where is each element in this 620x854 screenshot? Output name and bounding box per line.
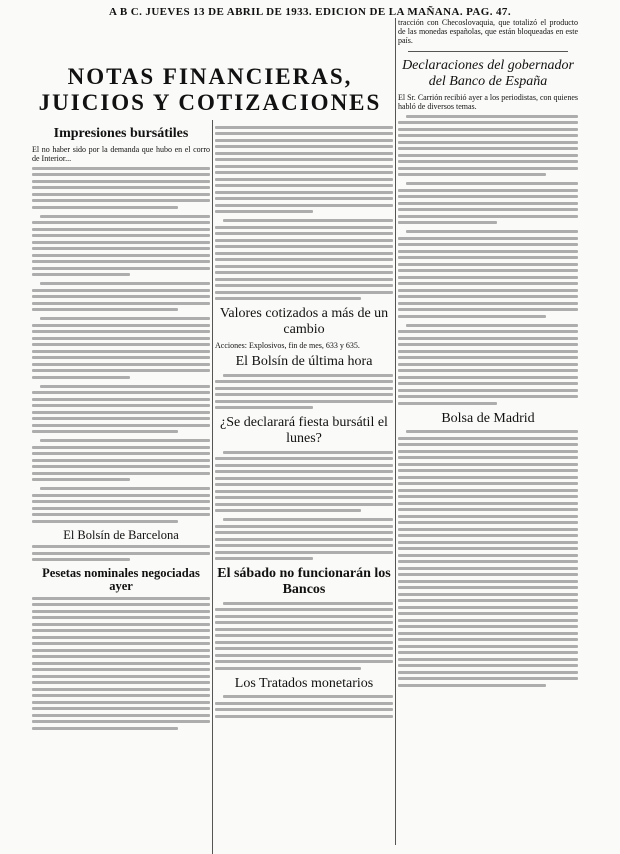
article-text bbox=[215, 602, 393, 670]
column-3 bbox=[398, 18, 578, 850]
section-heading: El sábado no funcionarán los Bancos bbox=[217, 566, 391, 597]
section-heading: ¿Se declarará fiesta bursátil el lunes? bbox=[220, 415, 388, 446]
article-text bbox=[398, 182, 578, 224]
column-1 bbox=[32, 122, 210, 850]
article-text bbox=[32, 385, 210, 434]
article-text bbox=[32, 439, 210, 481]
article-text bbox=[215, 374, 393, 410]
article-lead: tracción con Checoslovaquia, que totalizó el producto de las monedas españolas, que están bloqueadas en este país. bbox=[398, 18, 578, 45]
page-title: NOTAS FINANCIERAS, JUICIOS Y COTIZACIONES bbox=[38, 64, 382, 115]
article-text bbox=[32, 487, 210, 523]
article-text bbox=[215, 126, 393, 214]
article-text bbox=[215, 451, 393, 513]
column-divider bbox=[395, 18, 396, 845]
section-heading: Los Tratados monetarios bbox=[234, 675, 374, 691]
article-lead: El no haber sido por la demanda que hubo en el corro de Interior... bbox=[32, 145, 210, 163]
article-text bbox=[32, 167, 210, 209]
article-text bbox=[215, 518, 393, 560]
article-text bbox=[32, 597, 210, 730]
article-text bbox=[398, 115, 578, 177]
article-lead: Acciones: Explosivos, fin de mes, 633 y 635. bbox=[215, 341, 360, 350]
article-text bbox=[398, 430, 578, 687]
article-text bbox=[32, 317, 210, 379]
article-lead: El Sr. Carrión recibió ayer a los periodistas, con quienes habló de diversos temas. bbox=[398, 93, 578, 111]
article-text bbox=[398, 230, 578, 318]
section-heading: Impresiones bursátiles bbox=[53, 126, 189, 141]
section-heading: Declaraciones del gobernador del Banco de España bbox=[402, 58, 574, 89]
article-text bbox=[32, 545, 210, 561]
article-text bbox=[215, 695, 393, 718]
section-heading: Bolsa de Madrid bbox=[441, 410, 535, 426]
divider bbox=[408, 51, 568, 52]
column-divider bbox=[212, 120, 213, 854]
article-text bbox=[398, 324, 578, 405]
column-2 bbox=[215, 122, 393, 850]
section-heading: El Bolsín de última hora bbox=[235, 354, 373, 369]
page-masthead: A B C. JUEVES 13 DE ABRIL DE 1933. EDICION DE LA MAÑANA. PAG. 47. bbox=[109, 6, 511, 18]
article-text bbox=[32, 215, 210, 277]
article-text bbox=[32, 282, 210, 311]
section-heading: Valores cotizados a más de un cambio bbox=[219, 306, 389, 337]
article-text bbox=[215, 219, 393, 300]
section-heading: El Bolsín de Barcelona bbox=[63, 527, 179, 542]
section-heading: Pesetas nominales negociadas ayer bbox=[42, 566, 200, 593]
